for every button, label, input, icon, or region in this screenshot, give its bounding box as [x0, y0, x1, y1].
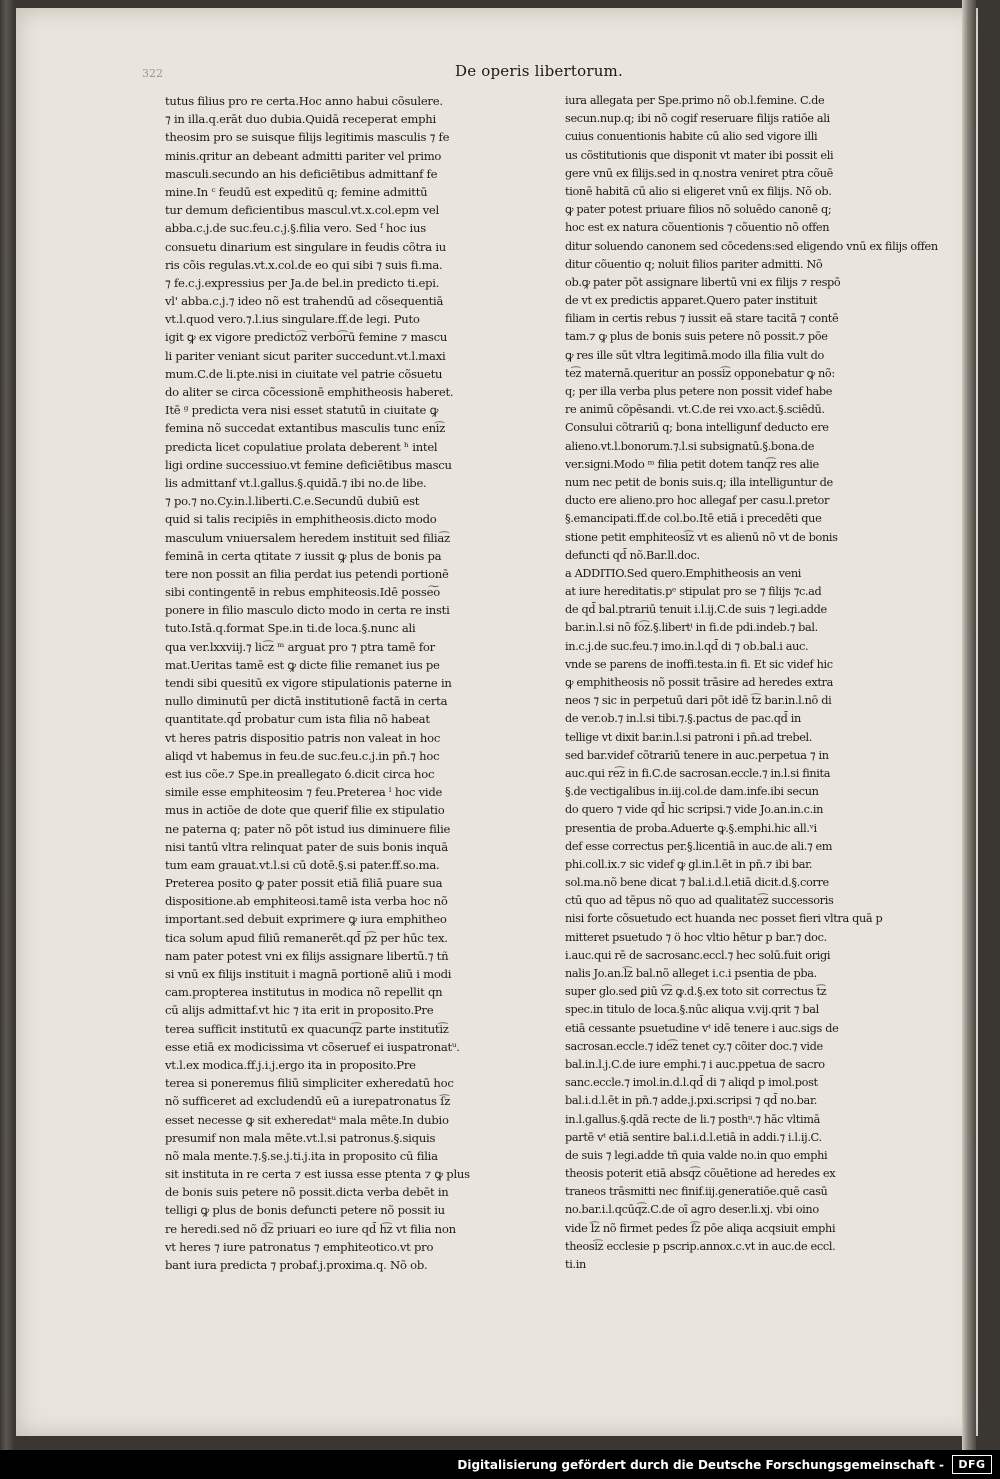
right-column-line: ti.in [565, 1258, 586, 1271]
left-column-line: Itē ᵍ predicta vera nisi esset statutū in ciuitate ꝙ [165, 403, 439, 418]
left-column-line: esse etiā ex modicissima vt cõseruef ei iuspatronatᵘ. [165, 1039, 460, 1054]
left-column-line: sit instituta in re certa ⁊ est iussa esse ptenta ⁊ ꝙ plus [165, 1167, 470, 1182]
right-column-line: secun.nup.q; ibi nõ cogif reseruare filijs ratiōe ali [565, 112, 830, 126]
left-column-line: simile esse emphiteosim ⁊ feu.Preterea ˡ hoc vide [165, 785, 443, 800]
left-column-line: tutus filius pro re certa.Hoc anno habui cõsulere. [165, 94, 443, 108]
right-column-line: num nec petit de bonis suis.q; illa intelliguntur de [565, 475, 833, 489]
dfg-logo: DFG [952, 1455, 992, 1474]
right-column-line: neos ⁊ sic in perpetuū dari pōt idē t͡z bar.in.l.nō di [565, 694, 832, 708]
folio-mark: 322 [142, 67, 163, 80]
right-column-line: ducto ere alieno.pro hoc allegaf per casu.l.pretor [565, 494, 830, 508]
left-column-line: ris cõis regulas.vt.x.col.de eo qui sibi ⁊ suis fi.ma. [165, 257, 443, 272]
left-column-line: de bonis suis petere nõ possit.dicta verba debēt in [165, 1185, 449, 1200]
right-column-line: presentia de proba.Aduerte ꝙ.§.emphi.hic all.ᵛi [565, 821, 817, 835]
left-column-line: quantitate.qd̄ probatur cum ista filia nõ habeat [165, 712, 430, 727]
left-column-line: ne paterna q; pater nõ pōt istud ius diminuere filie [165, 821, 451, 836]
left-column-line: dispositione.ab emphiteosi.tamē ista verba hoc nõ [165, 894, 448, 909]
left-column-line: consuetu dinarium est singulare in feudis cõtra iu [165, 239, 447, 254]
right-column-line: tam.⁊ ꝙ plus de bonis suis petere nõ possit.⁊ pōe [565, 330, 828, 344]
left-column-line: ponere in filio masculo dicto modo in certa re insti [165, 603, 450, 618]
right-column-line: cuius conuentionis habite cū alio sed vigore illi [565, 130, 818, 144]
right-column-line: bal.i.d.l.ēt in pn̄.⁊ adde.j.pxi.scripsi ⁊ qd̄ no.bar. [565, 1094, 817, 1108]
right-column-line: ditur cõuentio q; noluit filios pariter admitti. Nõ [565, 257, 823, 271]
right-column-line: traneos trāsmitti nec finif.iij.generatiōe.quē casū [565, 1185, 828, 1199]
left-column-line: bant iura predicta ⁊ probaf.j.proxima.q. Nõ ob. [165, 1258, 428, 1272]
right-column-line: ob.ꝙ pater pōt assignare libertū vni ex filijs ⁊ respō [565, 275, 841, 289]
left-column-line: nõ sufficeret ad excludendū eū a iurepatronatus ſ͡z [165, 1094, 451, 1109]
right-column-line: us cõstitutionis que disponit vt mater ibi possit eli [565, 148, 834, 162]
right-column-line: ditur soluendo canonem sed cōcedens:sed eligendo vnū ex filijs offen [565, 239, 938, 253]
left-column-line: mine.In ᶜ feudū est expeditū q; femine admittū [165, 184, 428, 199]
right-column-line: no.bar.i.l.qcūq͡z.C.de oī agro deser.li.xj. vbi oino [565, 1203, 819, 1217]
left-column-line: femina nõ succedat extantibus masculis tunc eni͡z [165, 421, 446, 436]
left-column-line: lis admittanf vt.l.gallus.§.quidā.⁊ ibi no.de libe. [165, 475, 427, 490]
left-column-line: est ius cõe.⁊ Spe.in preallegato ỽ.dicit circa hoc [165, 766, 435, 781]
left-column-line: re heredi.sed nõ d͡z priuari eo iure qd̄ h͡z vt filia non [165, 1221, 456, 1236]
right-column-line: de vt ex predictis apparet.Quero pater instituit [565, 294, 818, 308]
right-column-line: nalis Jo.an.l͡z bal.nõ alleget i.c.i psentia de pba. [565, 967, 817, 980]
right-column-line: nisi forte cõsuetudo ect huanda nec posset fieri vltra quā p [565, 912, 883, 926]
left-column-line: nisi tantū vltra relinquat pater de suis bonis inquā [165, 839, 448, 854]
right-column-line: bal.in.l.j.C.de iure emphi.⁊ i auc.ppetua de sacro [565, 1057, 825, 1071]
left-column-line: vt.l.quod vero.⁊.l.ius singulare.ff.de legi. Puto [165, 312, 420, 327]
left-column-line: cam.propterea institutus in modica nõ repellit qn [165, 985, 443, 1000]
left-column-line: tica solum apud filiū remanerēt.qd̄ p͡z per hūc tex. [165, 930, 448, 945]
right-column-line: bar.in.l.si nõ fo͡z.§.libertⁱ in fi.de pdi.indeb.⁊ bal. [565, 621, 818, 635]
left-column-line: mum.C.de li.pte.nisi in ciuitate vel patrie cõsuetu [165, 366, 443, 381]
page-edge [962, 0, 976, 1450]
left-column-line: tuto.Istā.q.format Spe.in ti.de loca.§.nunc ali [165, 621, 416, 636]
right-column-line: sol.ma.nõ bene dicat ⁊ bal.i.d.l.etiā dicit.d.§.corre [565, 876, 829, 890]
left-column-line: tum eam grauat.vt.l.si cū dotē.§.si pater.ff.so.ma. [165, 857, 440, 872]
right-column-line: alieno.vt.l.bonorum.⁊.l.si subsignatū.§.bona.de [565, 439, 815, 453]
right-column-line: Consului cõtrariū q; bona intelligunf deducto ere [565, 421, 829, 435]
left-column-line: masculum vniuersalem heredem instituit sed filia͡z [165, 530, 450, 545]
left-column-line: aliqd vt habemus in feu.de suc.feu.c.j.in pn̄.⁊ hoc [165, 748, 440, 763]
right-column-line: vide l͡z nõ firmet pedes ſ͡z pōe aliqa acqsiuit emphi [565, 1221, 836, 1235]
left-column-line: Preterea posito ꝙ pater possit etiā filiā puare sua [165, 876, 443, 891]
left-column-line: si vnū ex filijs instituit i magnā portionē aliū i modi [165, 967, 452, 981]
right-column-line: de qd̄ bal.ptrariū tenuit i.l.ij.C.de suis ⁊ legi.adde [565, 603, 827, 617]
right-column-line: spec.in titulo de loca.§.nūc aliqua v.vij.qrit ⁊ bal [565, 1003, 819, 1017]
left-column-line: predicta licet copulatiue prolata deberent ʰ intel [165, 439, 438, 454]
left-column-line: tur demum deficientibus mascul.vt.x.col.epm vel [165, 203, 440, 218]
left-column-line: minis.qritur an debeant admitti pariter vel primo [165, 148, 442, 163]
left-column-line: theosim pro se suisque filijs legitimis masculis ⁊ fe [165, 130, 450, 145]
left-column-line: ⁊ in illa.q.erāt duo dubia.Quidā receperat emphi [165, 112, 436, 127]
left-column-line: important.sed debuit exprimere ꝙ iura emphitheo [165, 912, 447, 927]
left-column-line: qua ver.lxxviij.⁊ lic͡z ᵐ arguat pro ⁊ ptra tamē for [165, 639, 435, 654]
left-column-line: vt heres ⁊ iure patronatus ⁊ emphiteotico.vt pro [165, 1239, 434, 1254]
left-column-line: quid si talis recipiēs in emphitheosis.dicto modo [165, 512, 437, 527]
left-column-line: nullo diminutū per dictā institutionē factā in certa [165, 694, 448, 709]
right-column-line: phi.coll.ix.⁊ sic videf ꝙ gl.in.l.ēt in pn̄.⁊ ibi bar. [565, 857, 813, 871]
left-column-line: tendi sibi quesitū ex vigore stipulationis paterne in [165, 676, 452, 690]
right-column-line: hoc est ex natura cõuentionis ⁊ cõuentio nõ offen [565, 221, 830, 235]
right-column-line: vnde se parens de inoffi.testa.in fi. Et sic videf hic [565, 657, 833, 671]
right-column-line: §.emancipati.ff.de col.bo.Itē etiā i precedēti que [565, 512, 822, 526]
right-column-line: §.de vectigalibus in.iij.col.de dam.infe.ibi secun [565, 785, 819, 799]
left-column-line: presumif non mala mēte.vt.l.si patronus.§.siquis [165, 1130, 436, 1145]
left-column-line: telligi ꝙ plus de bonis defuncti petere nõ possit iu [165, 1203, 445, 1218]
right-column-line: tellige vt dixit bar.in.l.si patroni i pn̄.ad trebel. [565, 730, 813, 744]
right-column-line: theosi͡z ecclesie p pscrip.annox.c.vt in auc.de eccl. [565, 1239, 836, 1253]
right-column-line: do quero ⁊ vide qd̄ hic scripsi.⁊ vide Jo.an.in.c.in [565, 803, 824, 817]
right-column-line: defuncti qd̄ nõ.Bar.ll.doc. [565, 548, 700, 562]
right-column-line: iura allegata per Spe.primo nõ ob.l.femine. C.de [565, 94, 825, 107]
right-column-line: sed bar.videf cõtrariū tenere in auc.perpetua ⁊ in [565, 748, 829, 762]
left-column-line: mat.Ueritas tamē est ꝙ dicte filie remanet ius pe [165, 657, 440, 672]
left-column-line: feminā in certa qtitate ⁊ iussit ꝙ plus de bonis pa [165, 548, 442, 563]
right-column-line: theosis poterit etiā absq͡z cõuētione ad heredes ex [565, 1167, 836, 1181]
right-column-line: partē vᵗ etiā sentire bal.i.d.l.etiā in addi.⁊ i.l.ij.C. [565, 1130, 822, 1144]
right-column-line: mitteret psuetudo ⁊ ö hoc vltio hētur p bar.⁊ doc. [565, 930, 827, 944]
right-column-line: stione petit emphiteosi͡z vt es alienū nõ vt de bonis [565, 530, 838, 544]
left-column-line: esset necesse ꝙ sit exheredatᵘ mala mēte.In dubio [165, 1112, 449, 1127]
left-column-line: terea sufficit institutū ex quacunq͡z parte instituti͡z [165, 1021, 449, 1036]
right-column-line: at iure hereditatis.pᵉ stipulat pro se ⁊ filijs ⁊c.ad [565, 585, 822, 599]
right-column-line: ver.signi.Modo ᵐ filia petit dotem tanq͡z res alie [565, 457, 819, 471]
right-column-line: in.l.gallus.§.qdā recte de li.⁊ posthᵘ.⁊ hāc vltimā [565, 1112, 820, 1126]
left-column-line: abba.c.j.de suc.feu.c.j.§.filia vero. Sed ᶠ hoc ius [165, 221, 426, 236]
right-column-line: q; per illa verba plus petere non possit videf habe [565, 385, 833, 398]
footer-credit: Digitalisierung gefördert durch die Deutsche Forschungsgemeinschaft - [457, 1458, 944, 1472]
right-column-line: filiam in certis rebus ⁊ iussit eā stare tacitā ⁊ contē [565, 312, 839, 326]
right-column-line: ctū quo ad tēpus nõ quo ad qualitate͡z successoris [565, 894, 834, 908]
left-column-line: ⁊ fe.c.j.expressius per Ja.de bel.in predicto ti.epi. [165, 275, 440, 290]
left-column-line: ⁊ po.⁊ no.Cy.in.l.liberti.C.e.Secundū dubiū est [165, 494, 420, 509]
left-column-line: sibi contingentē in rebus emphiteosis.Idē posse͠o [165, 585, 440, 600]
right-column-line: etiā cessante psuetudine vᵗ idē tenere i auc.sigs de [565, 1021, 839, 1035]
running-head: De operis libertorum. [455, 62, 623, 80]
right-column-line: de suis ⁊ legi.adde tñ quia valde no.in quo emphi [565, 1148, 828, 1162]
right-column-line: te͡z maternā.queritur an possi͡z opponebatur ꝙ nõ: [565, 366, 835, 380]
right-column-line: i.auc.qui rē de sacrosanc.eccl.⁊ hec solū.fuit origi [565, 948, 831, 962]
right-column-line: de ver.ob.⁊ in.l.si tibi.⁊.§.pactus de pac.qd̄ in [565, 712, 801, 726]
right-text-column [565, 92, 938, 1274]
left-column-line: nam pater potest vni ex filijs assignare libertū.⁊ tñ [165, 948, 449, 963]
right-column-line: a ADDITIO.Sed quero.Emphitheosis an veni [565, 566, 802, 580]
right-column-line: ꝙ pater potest priuare filios nõ soluēdo canonē q; [565, 203, 832, 217]
left-column-line: vt.l.ex modica.ff.j.i.j.ergo ita in proposito.Pre [165, 1057, 416, 1072]
right-column-line: auc.qui re͡z in fi.C.de sacrosan.eccle.⁊ in.l.si finita [565, 766, 831, 780]
right-column-line: sanc.eccle.⁊ imol.in.d.l.qd̄ di ⁊ aliqd p imol.post [565, 1076, 818, 1090]
left-column-line: mus in actiōe de dote que querif filie ex stipulatio [165, 803, 445, 818]
right-column-line: tionē habitā cū alio si eligeret vnū ex filijs. Nõ ob. [565, 184, 832, 198]
left-column-line: nõ mala mente.⁊.§.se.j.ti.j.ita in proposito cū filia [165, 1148, 438, 1163]
left-column-line: ligi ordine successiuo.vt femine deficiētibus mascu [165, 457, 452, 472]
right-column-line: gere vnū ex filijs.sed in q.nostra veniret ptra cõuē [565, 166, 833, 180]
left-column-line: terea si poneremus filiū simpliciter exheredatū hoc [165, 1076, 454, 1091]
right-column-line: re animū cõpēsandi. vt.C.de rei vxo.act.§.sciēdū. [565, 403, 825, 417]
left-column-line: masculi.secundo an his deficiētibus admittanf fe [165, 166, 438, 181]
left-column-line: vl' abba.c.j.⁊ ideo nõ est trahendū ad cõsequentiā [165, 294, 444, 309]
left-column-line: li pariter veniant sicut pariter succedunt.vt.l.maxi [165, 348, 446, 363]
right-column-line: sacrosan.eccle.⁊ ide͡z tenet cy.⁊ cõiter doc.⁊ vide [565, 1039, 823, 1053]
left-column-line: igit ꝙ ex vigore predicto͡z verbo͡rū femine ⁊ mascu [165, 330, 448, 345]
left-column-line: do aliter se circa cõcessionē emphitheosis haberet. [165, 385, 454, 399]
left-text-column [165, 92, 470, 1274]
left-column-line: cū alijs admittaf.vt hic ⁊ ita erit in proposito.Pre [165, 1003, 434, 1018]
right-column-line: ꝙ emphitheosis nõ possit trāsire ad heredes extra [565, 676, 833, 689]
right-column-line: def esse correctus per.§.licentiā in auc.de ali.⁊ em [565, 839, 833, 853]
left-column-line: tere non possit an filia perdat ius petendi portionē [165, 566, 449, 581]
right-column-line: in.c.j.de suc.feu.⁊ imo.in.l.qd̄ di ⁊ ob.bal.i auc. [565, 639, 809, 653]
right-column-line: super glo.sed ꝑiū v͡z ꝙ.d.§.ex toto sit correctus t͡z [565, 985, 827, 999]
right-column-line: ꝙ res ille sūt vltra legitimā.modo illa filia vult do [565, 348, 824, 362]
left-column-line: vt heres patris dispositio patris non valeat in hoc [165, 730, 441, 745]
